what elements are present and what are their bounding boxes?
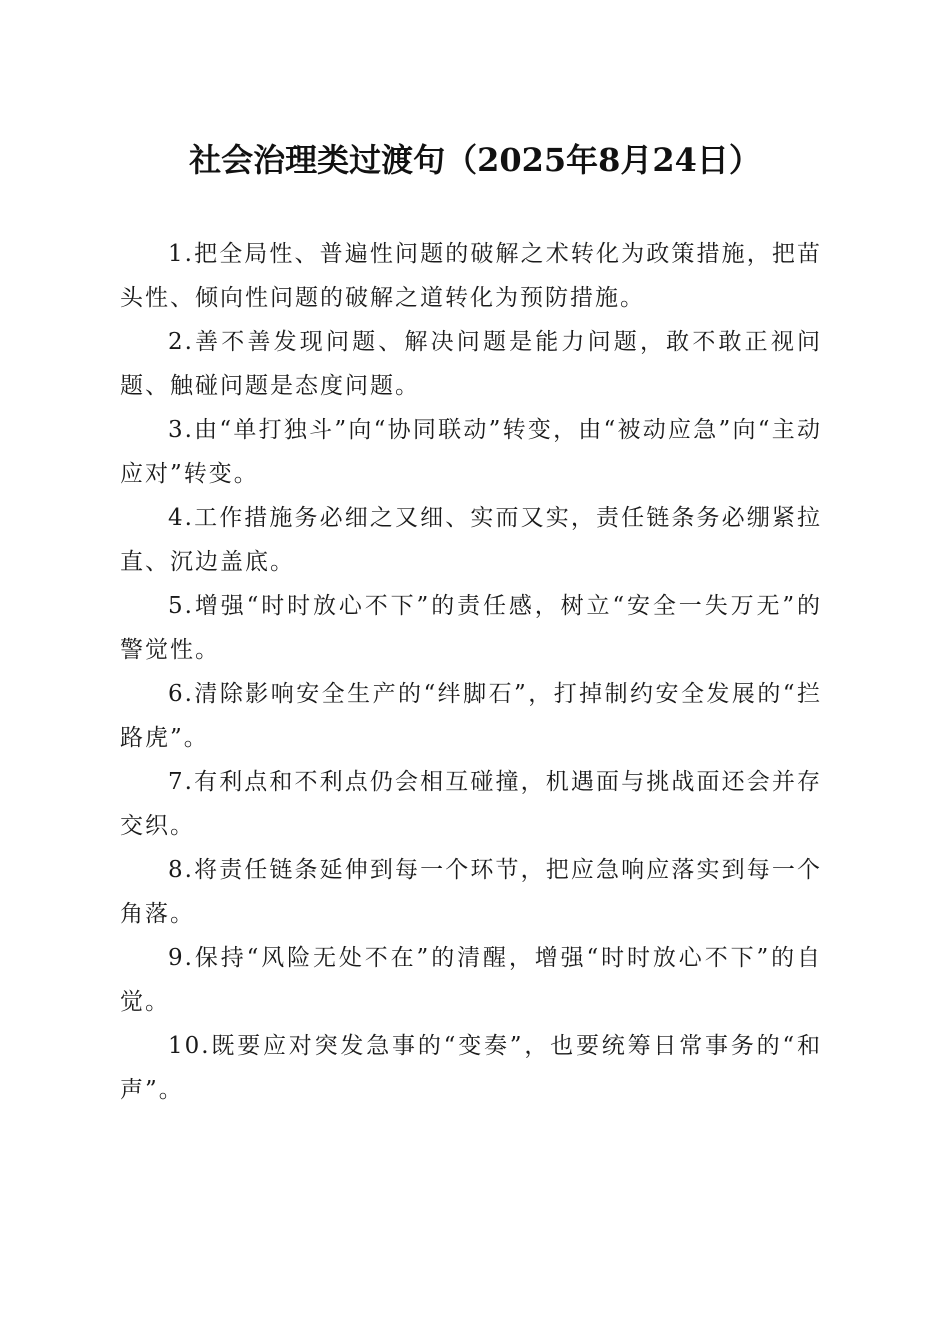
document-body xyxy=(120,232,822,1112)
paragraph-2: 2.善不善发现问题、解决问题是能力问题，敢不敢正视问题、触碰问题是态度问题。 xyxy=(120,329,822,399)
paragraph-1: 1.把全局性、普遍性问题的破解之术转化为政策措施，把苗头性、倾向性问题的破解之道转化为预防措施。 xyxy=(120,241,822,311)
paragraph-10: 10.既要应对突发急事的“变奏”，也要统筹日常事务的“和声”。 xyxy=(120,1033,822,1103)
paragraph-4: 4.工作措施务必细之又细、实而又实，责任链条务必绷紧拉直、沉边盖底。 xyxy=(120,505,822,575)
document-title: 社会治理类过渡句（2025年8月24日） xyxy=(189,141,761,179)
paragraph-3: 3.由“单打独斗”向“协同联动”转变，由“被动应急”向“主动应对”转变。 xyxy=(120,417,822,487)
paragraph-7: 7.有利点和不利点仍会相互碰撞，机遇面与挑战面还会并存交织。 xyxy=(120,769,822,839)
paragraph-9: 9.保持“风险无处不在”的清醒，增强“时时放心不下”的自觉。 xyxy=(120,945,822,1015)
paragraph-5: 5.增强“时时放心不下”的责任感，树立“安全一失万无”的警觉性。 xyxy=(120,593,822,663)
paragraph-8: 8.将责任链条延伸到每一个环节，把应急响应落实到每一个角落。 xyxy=(120,857,822,927)
paragraph-6: 6.清除影响安全生产的“绊脚石”，打掉制约安全发展的“拦路虎”。 xyxy=(120,681,822,751)
